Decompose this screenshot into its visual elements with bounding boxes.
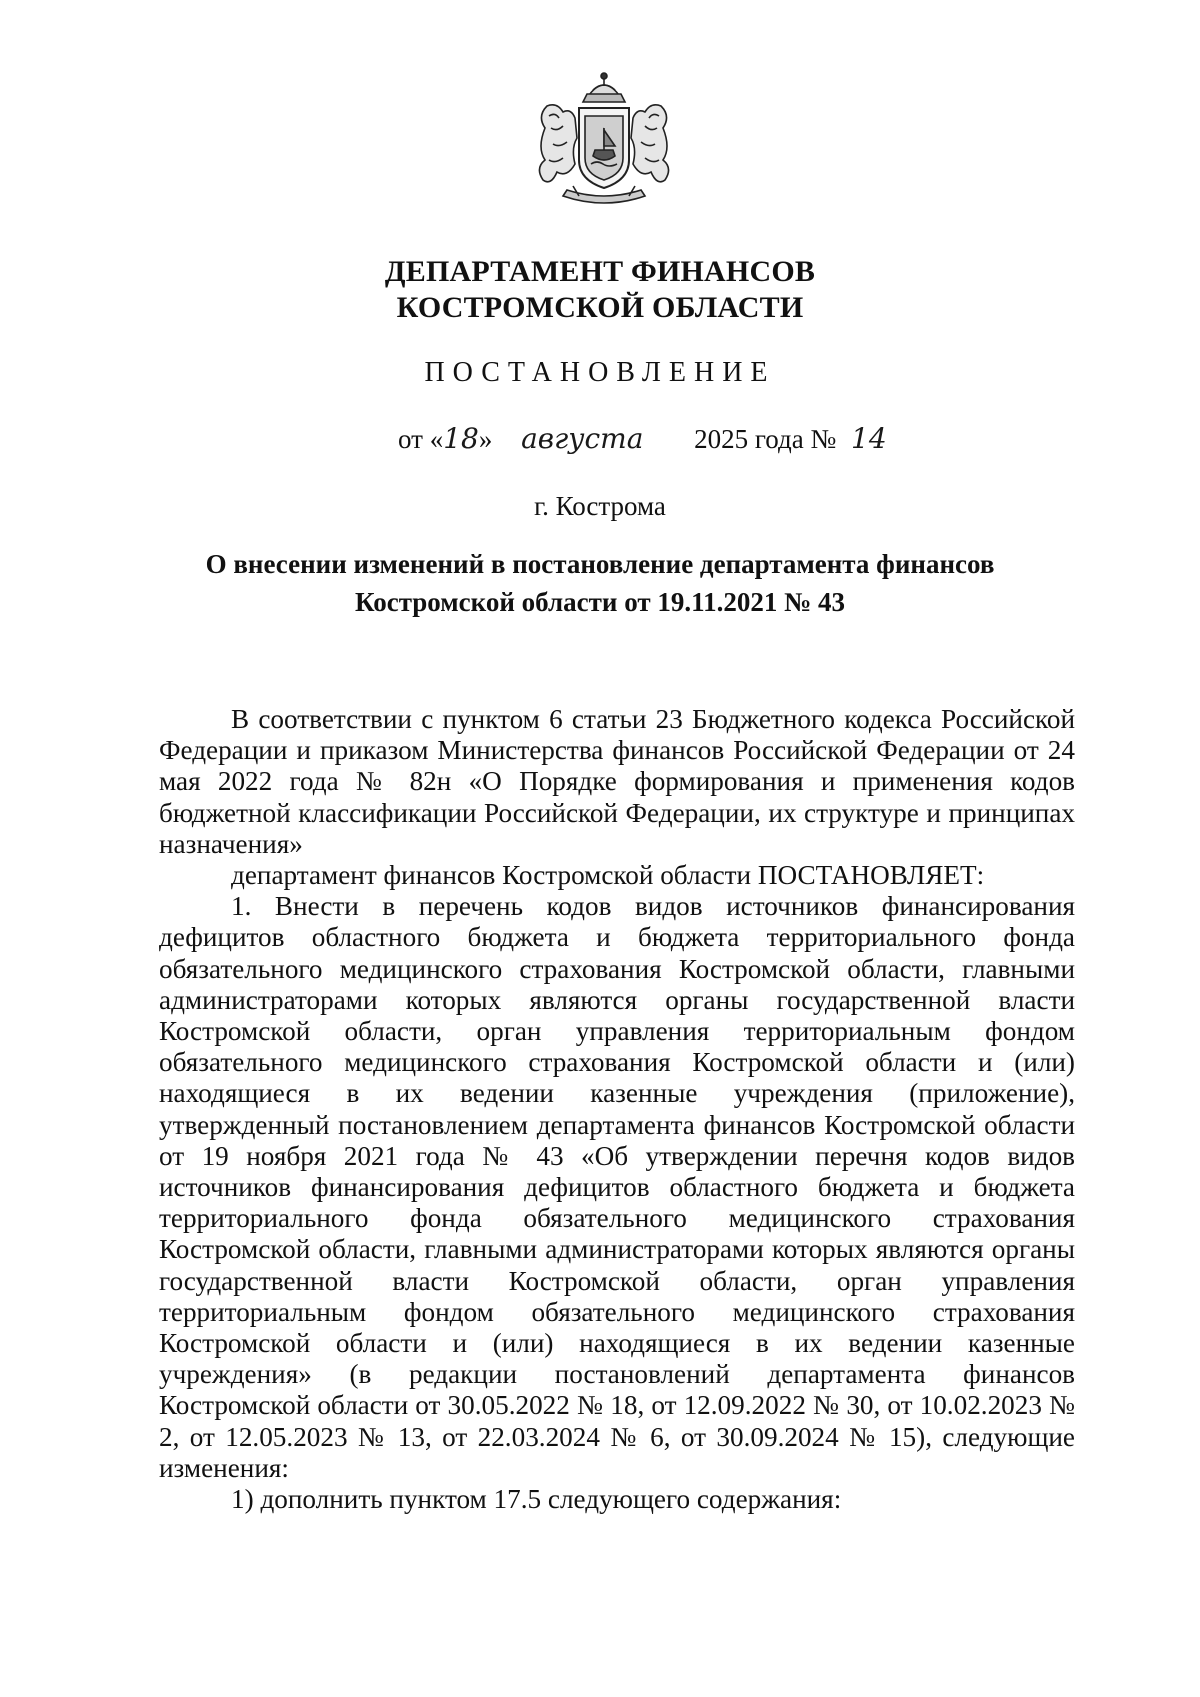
date-year: 2025 года № — [694, 424, 837, 454]
kostroma-coat-of-arms-icon — [523, 68, 685, 216]
city: г. Кострома — [534, 491, 666, 521]
document-type: ПОСТАНОВЛЕНИЕ — [424, 357, 776, 388]
date-month-handwritten: августа — [521, 422, 644, 455]
date-mid: » — [478, 424, 493, 454]
title-line-2: Костромской области от 19.11.2021 № 43 — [354, 587, 846, 617]
body-paragraph-3: 1. Внести в перечень кодов видов источников финансирования дефицитов областного бюджета и бюджета территориального фонда обязательного медицинского страхования Костромской области, главными администраторами которых являются органы государственной власти Костромской области, орган управления территориальным фондом обязательного медицинского страхования Костромской области и (или) находящиеся в их ведении казенные учреждения (приложение), утвержденный постановлением департамента финансов Костромской области от 19 ноября 2021 года № 43 «Об утверждении перечня кодов видов источников финансирования дефицитов областного бюджета и бюджета территориального фонда обязательного медицинского страхования Костромской области, главными администраторами которых являются органы государственной власти Костромской области, орган управления территориальным фондом обязательного медицинского страхования Костромской области и (или) находящиеся в их ведении казенные учреждения» (в редакции постановлений департамента финансов Костромской области от 30.05.2022 № 18, от 12.09.2022 № 30, от 10.02.2023 № 2, от 12.05.2023 № 13, от 22.03.2024 № 6, от 30.09.2024 № 15), следующие изменения: — [159, 891, 1075, 1483]
organization-name — [0, 254, 1200, 326]
document-date-line — [398, 422, 898, 456]
organization-line-2: КОСТРОМСКОЙ ОБЛАСТИ — [396, 291, 804, 324]
title-line-1: О внесении изменений в постановление департамента финансов — [205, 549, 995, 579]
document-number-handwritten: 14 — [851, 422, 887, 455]
body-paragraph-2: департамент финансов Костромской области ПОСТАНОВЛЯЕТ: — [231, 860, 985, 891]
date-prefix: от « — [398, 424, 444, 454]
organization-line-1: ДЕПАРТАМЕНТ ФИНАНСОВ — [384, 255, 816, 288]
date-day-handwritten: 18 — [443, 422, 479, 455]
body-paragraph-1: В соответствии с пунктом 6 статьи 23 Бюджетного кодекса Российской Федерации и приказом Министерства финансов Российской Федерации от 24 мая 2022 года № 82н «О Порядке формирования и применения кодов бюджетной классификации Российской Федерации, их структуре и принципах назначения» — [159, 704, 1075, 859]
body-paragraph-4: 1) дополнить пунктом 17.5 следующего содержания: — [231, 1484, 842, 1515]
document-body — [159, 704, 1075, 1515]
document-title — [0, 545, 1200, 621]
